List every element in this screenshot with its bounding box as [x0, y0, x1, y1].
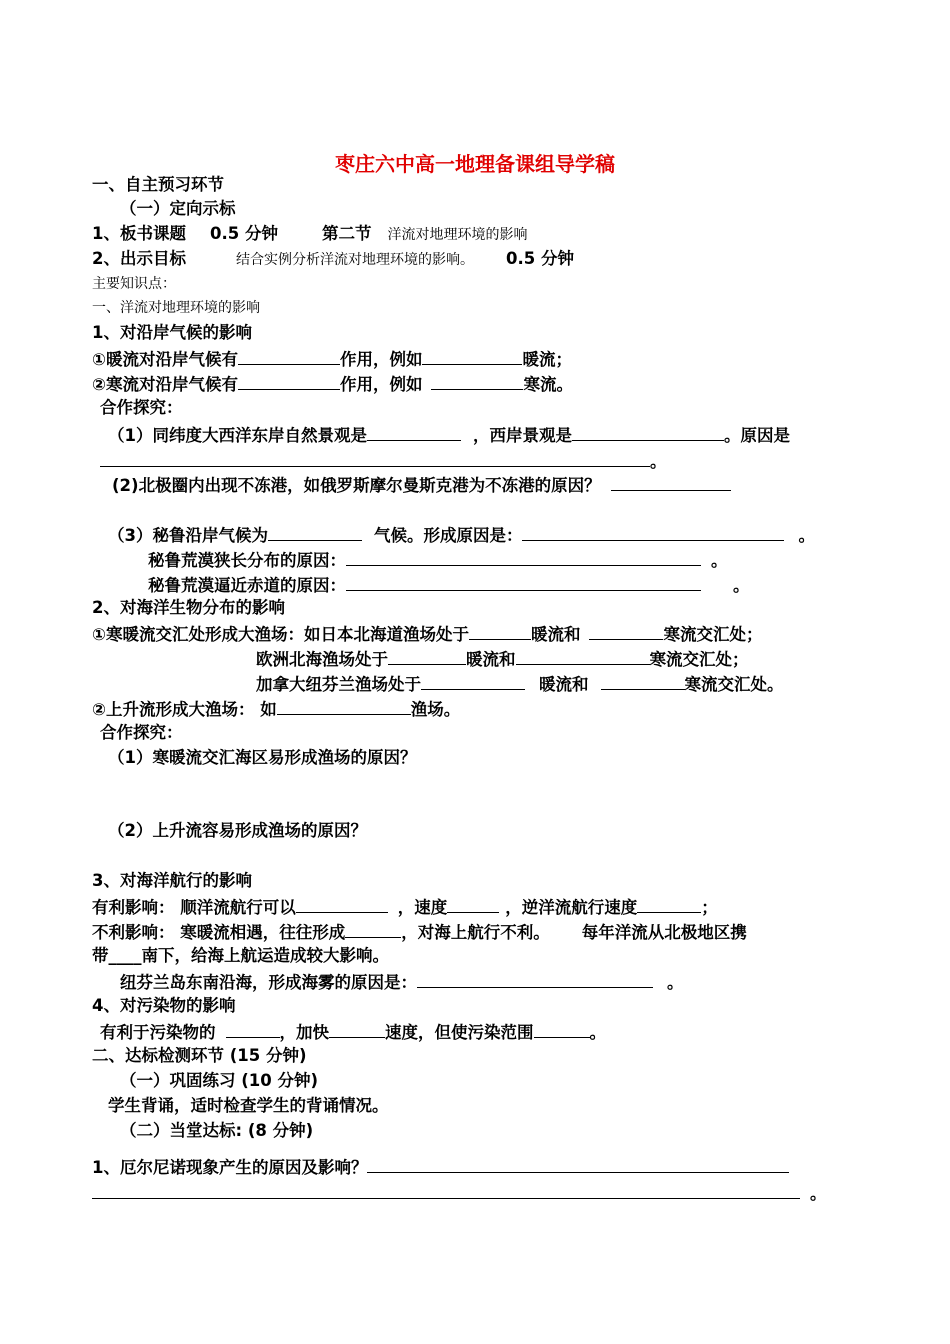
navigation-iceberg-line: 带____南下，给海上航运造成较大影响。	[92, 946, 389, 965]
blank-speed[interactable]	[447, 895, 499, 913]
peru-desert-shape-line: 秘鲁荒漠狭长分布的原因： 。	[148, 548, 728, 572]
heading-climate-impact: 1、对沿岸气候的影响	[92, 323, 252, 342]
navigation-unfavorable-line: 不利影响： 寒暖流相遇，往往形成 ，对海上航行不利。 每年洋流从北极地区携	[92, 920, 747, 944]
fishery-line-1: ①寒暖流交汇处形成大渔场：如日本北海道渔场处于 暖流和 寒流交汇处；	[92, 622, 762, 646]
blank-east-coast[interactable]	[367, 423, 461, 441]
blank-newfoundland-warm[interactable]	[421, 672, 525, 690]
blank-desert-shape[interactable]	[346, 548, 701, 566]
objective-text: 结合实例分析洋流对地理环境的影响。	[235, 252, 474, 268]
blank-q2-answer[interactable]	[611, 473, 731, 491]
subsection-consolidation: （一）巩固练习 (10 分钟)	[120, 1071, 319, 1090]
warm-current-line: ①暖流对沿岸气候有 作用，例如 暖流；	[92, 347, 572, 371]
fishery-line-2: 欧洲北海渔场处于 暖流和 寒流交汇处；	[256, 647, 749, 671]
section-1-heading: 一、自主预习环节	[92, 175, 224, 194]
section-2-heading: 二、达标检测环节 (15 分钟)	[92, 1046, 307, 1065]
navigation-favorable-line: 有利影响： 顺洋流航行可以 ，速度 ，逆洋流航行速度 ；	[92, 895, 718, 919]
question-1-reason-line: 。	[100, 449, 667, 473]
blank-desert-equator[interactable]	[346, 573, 701, 591]
topic-section: 第二节	[321, 224, 372, 243]
cooperative-inquiry-1: 合作探究：	[100, 398, 183, 417]
blank-pollutant-3[interactable]	[534, 1020, 590, 1038]
blank-northsea-warm[interactable]	[388, 647, 466, 665]
blank-elnino-2[interactable]	[92, 1181, 800, 1199]
exercise-1-continuation: 。	[92, 1181, 827, 1205]
blank-fog-reason[interactable]	[417, 970, 653, 988]
inquiry-question-2: （2）上升流容易形成渔场的原因？	[108, 821, 367, 840]
question-3-line: （3）秘鲁沿岸气候为 气候。形成原因是： 。	[108, 523, 815, 547]
blank-peru-climate[interactable]	[268, 523, 362, 541]
blank-cold-effect[interactable]	[238, 372, 340, 390]
exercise-1-line: 1、厄尔尼诺现象产生的原因及影响？	[92, 1155, 789, 1179]
blank-warm-example[interactable]	[422, 347, 522, 365]
cold-current-line: ②寒流对沿岸气候有 作用，例如 寒流。	[92, 372, 573, 396]
blank-newfoundland-cold[interactable]	[601, 672, 685, 690]
blank-hokkaido-cold[interactable]	[589, 622, 663, 640]
blank-upwelling-fishery[interactable]	[277, 697, 411, 715]
objective-label: 2、出示目标	[92, 249, 186, 268]
peru-desert-equator-line: 秘鲁荒漠逼近赤道的原因： 。	[148, 573, 750, 597]
question-1-line: （1）同纬度大西洋东岸自然景观是 ，西岸景观是 。原因是	[108, 423, 790, 447]
blank-pollutant-1[interactable]	[226, 1020, 280, 1038]
cooperative-inquiry-2: 合作探究：	[100, 723, 183, 742]
heading-pollutants: 4、对污染物的影响	[92, 996, 236, 1015]
subsection-in-class: （二）当堂达标: (8 分钟)	[120, 1121, 314, 1140]
blank-west-coast[interactable]	[572, 423, 724, 441]
pollutants-line: 有利于污染物的 ，加快 速度，但使污染范围 。	[100, 1020, 606, 1044]
blank-fog[interactable]	[345, 920, 401, 938]
blank-warm-effect[interactable]	[238, 347, 340, 365]
fishery-line-3: 加拿大纽芬兰渔场处于 暖流和 寒流交汇处。	[256, 672, 784, 696]
blank-q1-reason[interactable]	[100, 449, 650, 467]
document-title: 枣庄六中高一地理备课组导学稿	[335, 152, 615, 176]
subsection-orientation: （一）定向示标	[120, 199, 236, 218]
heading-navigation: 3、对海洋航行的影响	[92, 871, 252, 890]
lesson-topic-line	[92, 223, 527, 246]
topic-time: 0.5 分钟	[209, 224, 278, 243]
objective-line	[92, 248, 574, 271]
fishery-line-4: ②上升流形成大渔场： 如 渔场。	[92, 697, 460, 721]
key-point-heading: 一、洋流对地理环境的影响	[92, 300, 260, 316]
blank-elnino-1[interactable]	[367, 1155, 789, 1173]
blank-with-current[interactable]	[296, 895, 388, 913]
blank-northsea-cold[interactable]	[516, 647, 650, 665]
newfoundland-fog-line: 纽芬兰岛东南沿海，形成海雾的原因是： 。	[120, 970, 684, 994]
objective-time: 0.5 分钟	[505, 249, 574, 268]
blank-hokkaido-warm[interactable]	[469, 622, 531, 640]
blank-against-speed[interactable]	[637, 895, 701, 913]
blank-pollutant-2[interactable]	[329, 1020, 385, 1038]
inquiry-question-1: （1）寒暖流交汇海区易形成渔场的原因？	[108, 748, 417, 767]
key-points-label: 主要知识点：	[92, 276, 176, 292]
topic-label: 1、板书课题	[92, 224, 186, 243]
blank-cold-example[interactable]	[431, 372, 523, 390]
topic-name: 洋流对地理环境的影响	[387, 227, 528, 243]
blank-peru-cause[interactable]	[522, 523, 784, 541]
heading-marine-life: 2、对海洋生物分布的影响	[92, 598, 285, 617]
consolidation-text: 学生背诵，适时检查学生的背诵情况。	[108, 1096, 389, 1115]
question-2-line: (2)北极圈内出现不冻港，如俄罗斯摩尔曼斯克港为不冻港的原因？	[112, 473, 731, 497]
